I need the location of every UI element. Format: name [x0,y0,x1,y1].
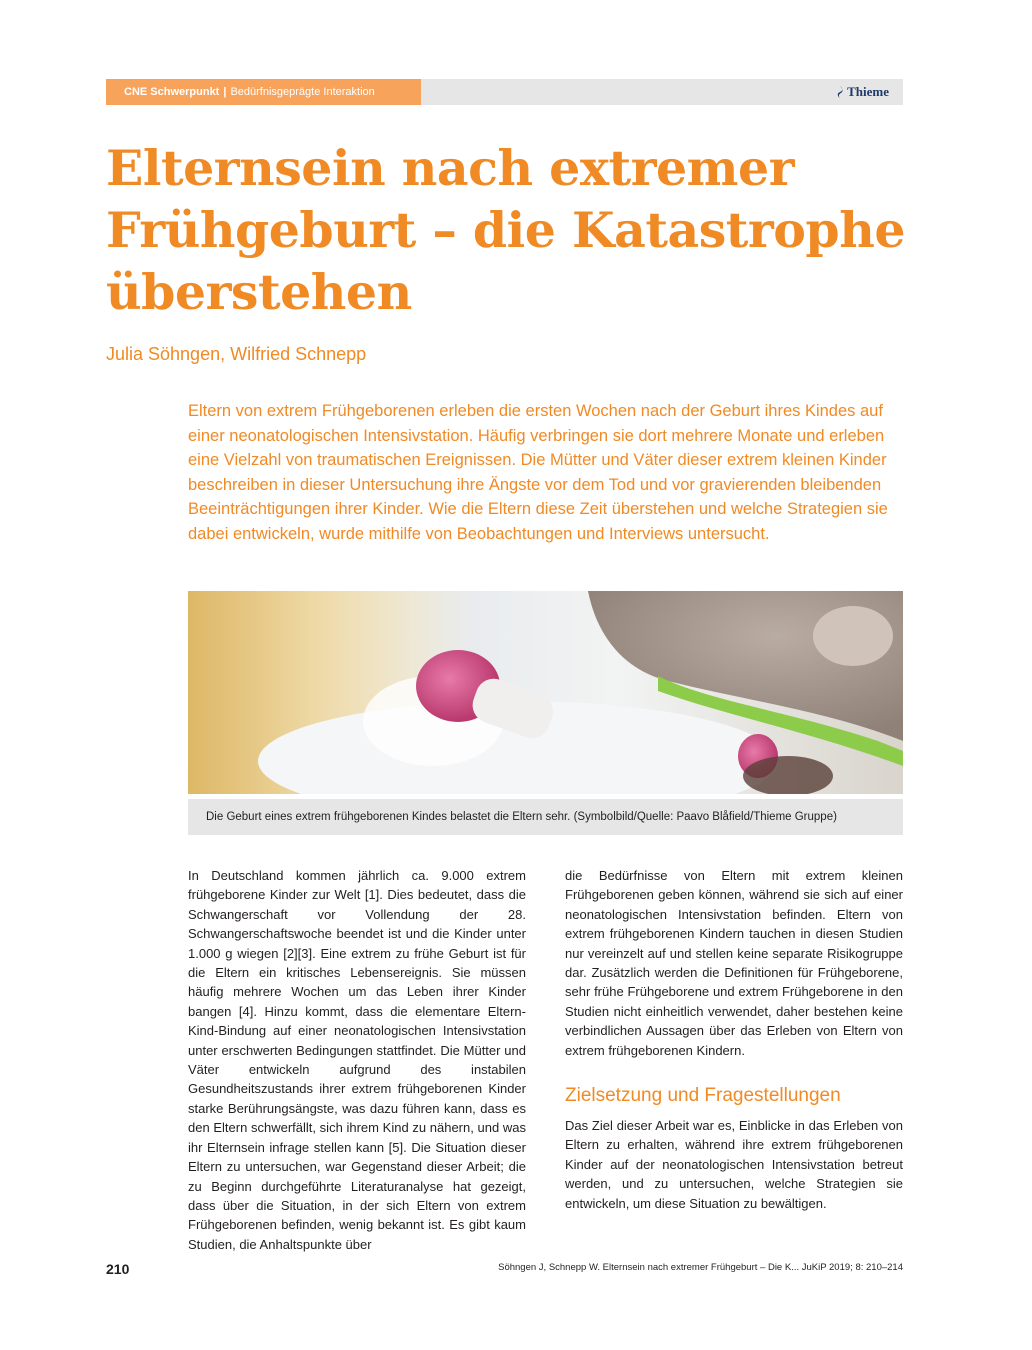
page-number: 210 [106,1261,130,1277]
article-photo [188,591,903,794]
section-heading: Zielsetzung und Fragestellungen [565,1085,841,1106]
thieme-emblem-icon [836,86,844,98]
header-section-tag [106,79,421,105]
header-separator: | [223,86,227,98]
publisher-logo [836,79,889,105]
article-abstract: Eltern von extrem Frühgeborenen erleben die ersten Wochen nach der Geburt ihres Kindes auf einer neonatologischen Intensivstation. Häufig verbringen sie dort mehrere Monate und erleben eine Vielzahl von traumatischen Ereignissen. Die Mütter und Väter dieser extrem kleinen Kinder beschreiben in dieser Untersuchung ihre Ängste vor dem Tod und vor gravierenden bleibenden Beeinträchtigungen ihrer Kinder. Wie die Eltern diese Zeit überstehen und welche Strategien sie dabei entwickeln, wurde mithilfe von Beobachtungen und Interviews untersucht. [188,402,888,543]
publisher-name: Thieme [847,84,889,99]
header-topic: Bedürfnisgeprägte Interaktion [230,86,375,98]
running-header [106,79,903,105]
article-authors: Julia Söhngen, Wilfried Schnepp [106,344,367,364]
section-text: Das Ziel dieser Arbeit war es, Einblicke in das Erleben von Eltern zu erhalten, während ihre extrem frühgeborenen Kinder auf der neonatologischen Intensivstation betreut werden, und zu untersuchen, welche Strategien sie entwickeln, um diese Situation zu bewältigen. [565,1118,903,1211]
body-column-right: die Bedürfnisse von Eltern mit extrem kleinen Frühgeborenen geben können, während sie sich auf einer neonatologischen Intensivstation befinden. Eltern von extrem frühgeborenen Kindern tauchen in diesen Studien nur vereinzelt auf und stellen keine separate Risikogruppe dar. Zusätzlich werden die Definitionen für Frühgeborene, sehr frühe Frühgeborene und extrem Frühgeborene in den Studien nicht einheitlich verwendet, daher bestehen keine verbindlichen Aussagen über das Erleben von Eltern von extrem frühgeborenen Kindern. [565,868,903,1058]
body-column-left: In Deutschland kommen jährlich ca. 9.000 extrem frühgeborene Kinder zur Welt [1]. Dies bedeutet, dass die Schwangerschaft vor Vollendung der 28. Schwangerschaftswoche beendet ist und die Kinder unter 1.000 g wiegen [2][3]. Eine extrem zu frühe Geburt ist für die Eltern ein kritisches Lebensereignis. Sie müssen häufig mehrere Wochen um das Leben ihrer Kinder bangen [4]. Hinzu kommt, dass die elementare Eltern-Kind-Bindung auf einer neonatologischen Intensivstation unter erschwerten Bedingungen stattfindet. Die Mütter und Väter entwickeln aufgrund des instabilen Gesundheitszustands ihrer extrem frühgeborenen Kinder starke Berührungsängste, was dazu führen kann, dass es den Eltern schwerfällt, sich ihrem Kind zu nähern, und was ihr Elternsein infrage stellen kann [5]. Die Situation dieser Eltern zu untersuchen, war Gegenstand dieser Arbeit; die zu Beginn durchgeführte Literaturanalyse hat gezeigt, dass über die Situation, in der sich Eltern von extrem Frühgeborenen befinden, wenig bekannt ist. Es gibt kaum Studien, die Anhaltspunkte über [188,868,526,1252]
newborn-photo-illustration [188,591,903,794]
figure-caption: Die Geburt eines extrem frühgeborenen Kindes belastet die Eltern sehr. (Symbolbild/Quelle: Paavo Blåfield/Thieme Gruppe) [188,799,903,835]
header-section: CNE Schwerpunkt [124,86,220,98]
citation-footer: Söhngen J, Schnepp W. Elternsein nach extremer Frühgeburt – Die K... JuKiP 2019; 8: 210–214 [498,1262,903,1273]
article-title: Elternsein nach extremer Frühgeburt – die Katastrophe überstehen [106,139,905,321]
